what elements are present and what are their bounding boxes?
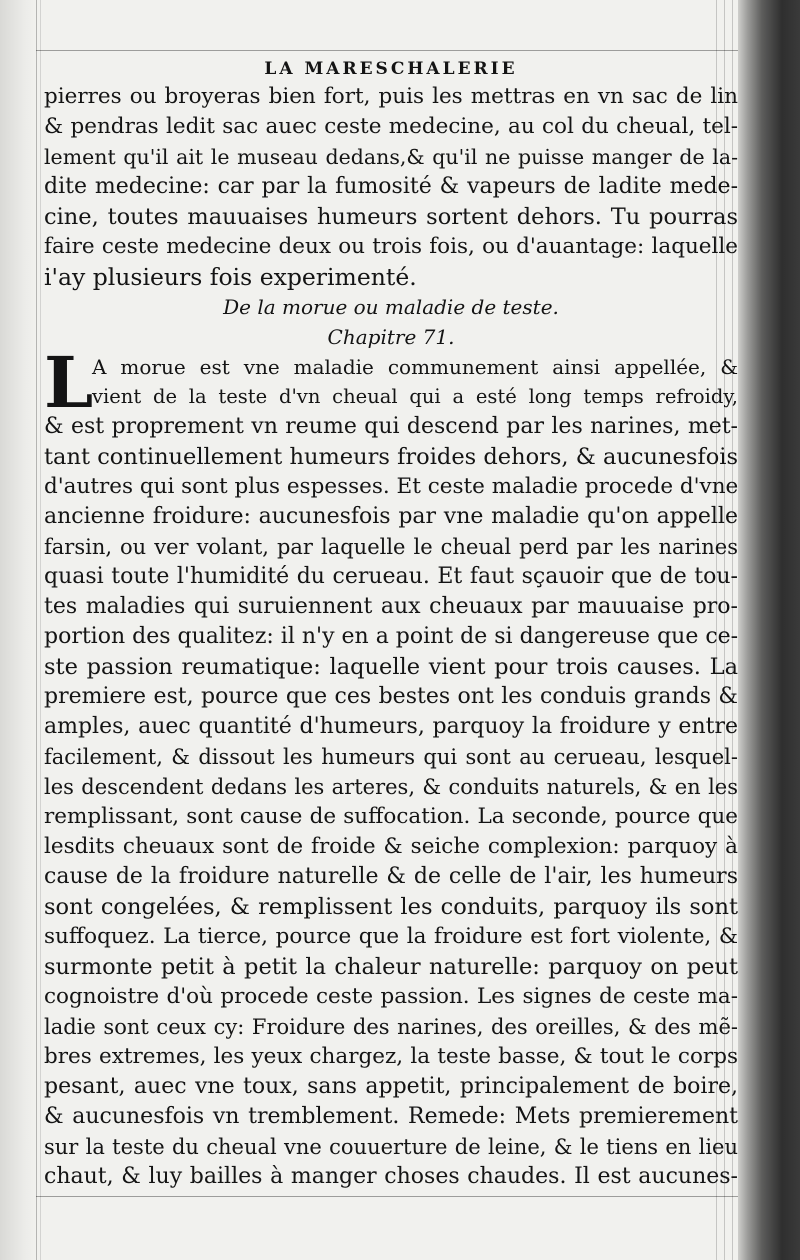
text-line: lement qu'il ait le museau dedans,& qu'il ne puisse manger de la-: [44, 145, 738, 169]
top-page-rule: [36, 50, 738, 51]
text-line: facilement, & dissout les humeurs qui sont au cerueau, lesquel-: [44, 745, 738, 769]
text-line: premiere est, pource que ces bestes ont les conduis grands &: [44, 684, 738, 709]
text-line: farsin, ou ver volant, par laquelle le cheual perd par les narines: [44, 535, 738, 559]
text-line: i'ay plusieurs fois experimenté.: [44, 263, 417, 291]
text-line: pesant, auec vne toux, sans appetit, principalement de boire,: [44, 1074, 738, 1099]
text-line: ste passion reumatique: laquelle vient pour trois causes. La: [44, 654, 738, 680]
text-line: cognoistre d'où procede ceste passion. Les signes de ceste ma-: [44, 984, 738, 1009]
text-line: portion des qualitez: il n'y en a point de si dangereuse que ce-: [44, 624, 738, 649]
drop-cap: L: [44, 341, 94, 424]
text-line: surmonte petit à petit la chaleur naturelle: parquoy on peut: [44, 954, 738, 980]
text-line: & est proprement vn reume qui descend par les narines, met-: [44, 414, 738, 439]
text-line: ladie sont ceux cy: Froidure des narines, des oreilles, & des mẽ-: [44, 1015, 738, 1039]
text-line: tes maladies qui suruiennent aux cheuaux par mauuaise pro-: [44, 594, 738, 619]
intro-paragraph: [44, 82, 738, 292]
book-binding: [738, 0, 800, 1260]
text-line: dite medecine: car par la fumosité & vapeurs de ladite mede-: [44, 174, 738, 199]
chapter-paragraph: [44, 341, 738, 1192]
running-head: LA MARESCHALERIE: [264, 59, 518, 79]
page-left-edge: [0, 0, 36, 1260]
text-line: lesdits cheuaux sont de froide & seiche complexion: parquoy à: [44, 834, 738, 859]
text-line: pierres ou broyeras bien fort, puis les mettras en vn sac de lin: [44, 84, 738, 109]
text-line: vient de la teste d'vn cheual qui a esté long temps refroidy,: [92, 385, 738, 408]
text-line: ancienne froidure: aucunesfois par vne maladie qu'on appelle: [44, 504, 738, 529]
gutter-rule: [36, 0, 37, 1260]
text-line: A morue est vne maladie communement ainsi appellée, &: [92, 355, 738, 379]
text-line: & pendras ledit sac auec ceste medecine, au col du cheual, tel-: [44, 114, 738, 139]
text-line: les descendent dedans les arteres, & conduits naturels, & en les: [44, 775, 738, 799]
text-line: suffoquez. La tierce, pource que la froidure est fort violente, &: [44, 924, 738, 949]
text-line: remplissant, sont cause de suffocation. La seconde, pource que: [44, 804, 738, 829]
gutter-rule-inner: [40, 0, 41, 1260]
bottom-page-rule: [36, 1196, 738, 1197]
text-line: sont congelées, & remplissent les conduits, parquoy ils sont: [44, 894, 738, 920]
chapter-label: Chapitre 71.: [327, 325, 455, 349]
text-line: sur la teste du cheual vne couuerture de leine, & le tiens en lieu: [44, 1135, 738, 1159]
text-line: amples, auec quantité d'humeurs, parquoy la froidure y entre: [44, 714, 738, 739]
text-line: chaut, & luy bailles à manger choses chaudes. Il est aucunes-: [44, 1164, 738, 1189]
text-line: d'autres qui sont plus espesses. Et ceste maladie procede d'vne: [44, 474, 738, 499]
text-line: & aucunesfois vn tremblement. Remede: Mets premierement: [44, 1104, 738, 1129]
text-line: cine, toutes mauuaises humeurs sortent dehors. Tu pourras: [44, 204, 738, 230]
book-page: [44, 56, 738, 1196]
text-line: cause de la froidure naturelle & de celle de l'air, les humeurs: [44, 864, 738, 889]
section-title: De la morue ou maladie de teste.: [223, 295, 559, 319]
text-line: tant continuellement humeurs froides dehors, & aucunesfois: [44, 444, 738, 470]
text-line: faire ceste medecine deux ou trois fois, ou d'auantage: laquelle: [44, 234, 738, 259]
text-line: bres extremes, les yeux chargez, la teste basse, & tout le corps: [44, 1044, 738, 1069]
text-line: quasi toute l'humidité du cerueau. Et faut sçauoir que de tou-: [44, 564, 738, 589]
